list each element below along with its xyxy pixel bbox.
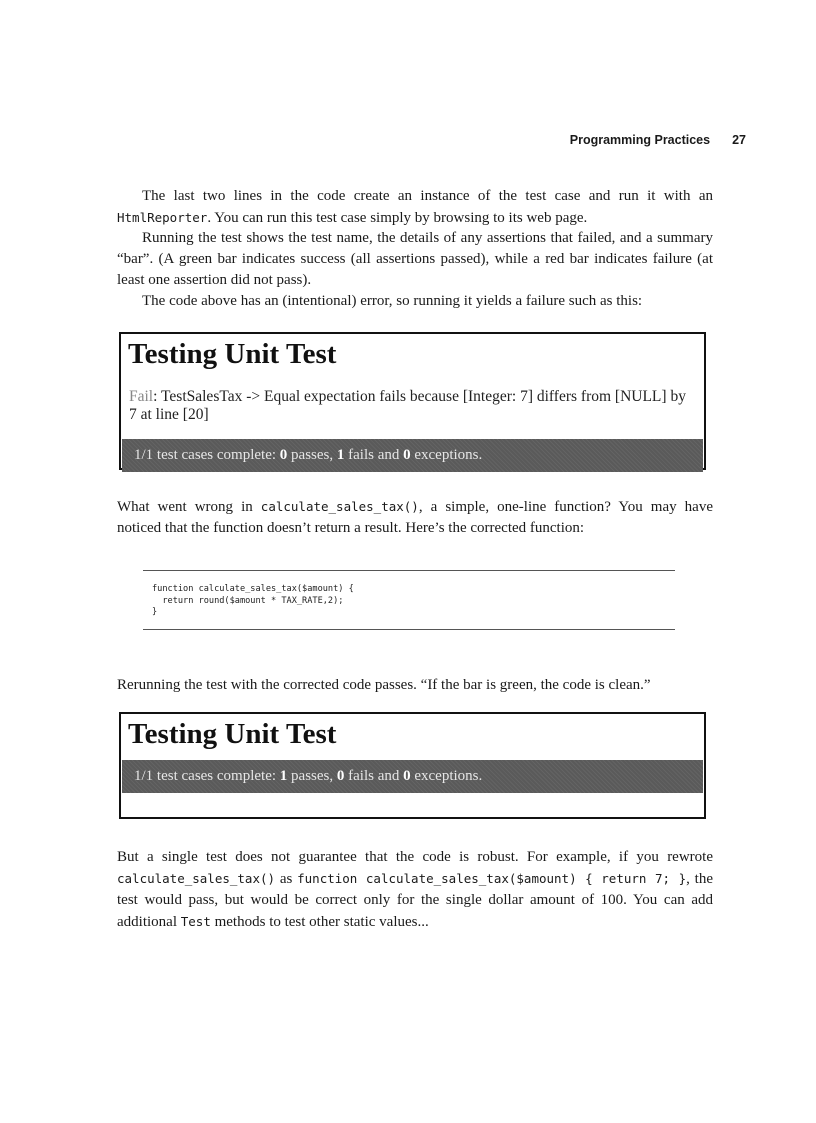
text: . You can run this test case simply by browsing to its web page. (207, 210, 588, 226)
summary-text: exceptions. (410, 447, 483, 463)
code-text: function calculate_sales_tax($amount) { return round($amount * TAX_RATE,2); } (152, 584, 354, 617)
fails-count: 1 (336, 447, 345, 463)
failure-message (121, 388, 704, 424)
exceptions-count: 0 (403, 768, 411, 784)
paragraph-error: The code above has an (intentional) error, so running it yields a failure such as this: (142, 293, 643, 309)
summary-text: fails and (344, 768, 404, 784)
fail-label: Fail (129, 388, 154, 405)
text: What went wrong in (117, 499, 261, 515)
paragraph-summary-bar: Running the test shows the test name, the details of any assertions that failed, and a summary “bar”. (A green bar indicates success (all assertions passed), while a red bar indicates failure (at least one assertion did not pass). (117, 230, 713, 288)
paragraph-rerun: Rerunning the test with the corrected code passes. “If the bar is green, the code is clean.” (117, 677, 651, 693)
inline-code: function calculate_sales_tax($amount) { return 7; } (297, 871, 687, 886)
page-number: 27 (732, 133, 746, 147)
summary-text: passes, (287, 447, 337, 463)
screenshot-title: Testing Unit Test (128, 338, 337, 370)
summary-bar (122, 439, 703, 472)
screenshot-failing-test (119, 332, 706, 470)
text: , a simple, one-line function? You may have noticed that the function doesn’t return a result. Here’s the corrected function: (117, 499, 713, 536)
summary-bar (122, 760, 703, 793)
text: methods to test other static values... (210, 914, 429, 930)
code-listing (143, 570, 675, 630)
passes-count: 0 (279, 447, 288, 463)
inline-code: calculate_sales_tax() (117, 871, 276, 886)
summary-text: 1/1 test cases complete: (134, 768, 280, 784)
text: , the test would pass, but would be correct only for the single dollar amount of 100. You can add additional (117, 871, 714, 930)
summary-text: passes, (287, 768, 337, 784)
summary-text: 1/1 test cases complete: (134, 447, 280, 463)
exceptions-count: 0 (403, 447, 411, 463)
section-title: Programming Practices (569, 133, 711, 147)
text: But a single test does not guarantee that the code is robust. For example, if you rewrote (117, 849, 713, 865)
running-header (570, 133, 746, 147)
inline-code: calculate_sales_tax() (260, 499, 419, 514)
inline-code: Test (180, 914, 211, 929)
text: as (275, 871, 298, 887)
screenshot-passing-test (119, 712, 706, 819)
paragraph-reporter (117, 186, 713, 229)
fails-count: 0 (336, 768, 345, 784)
text: The last two lines in the code create an instance of the test case and run it with an (142, 188, 713, 204)
screenshot-title: Testing Unit Test (128, 718, 337, 750)
summary-text: fails and (344, 447, 404, 463)
inline-code: HtmlReporter (117, 210, 208, 225)
passes-count: 1 (279, 768, 288, 784)
summary-text: exceptions. (410, 768, 483, 784)
failure-text: : TestSalesTax -> Equal expectation fails because [Integer: 7] differs from [NULL] by 7 at line [20] (129, 388, 686, 423)
paragraph-robustness (117, 847, 713, 933)
paragraph-what-went-wrong (117, 496, 713, 539)
